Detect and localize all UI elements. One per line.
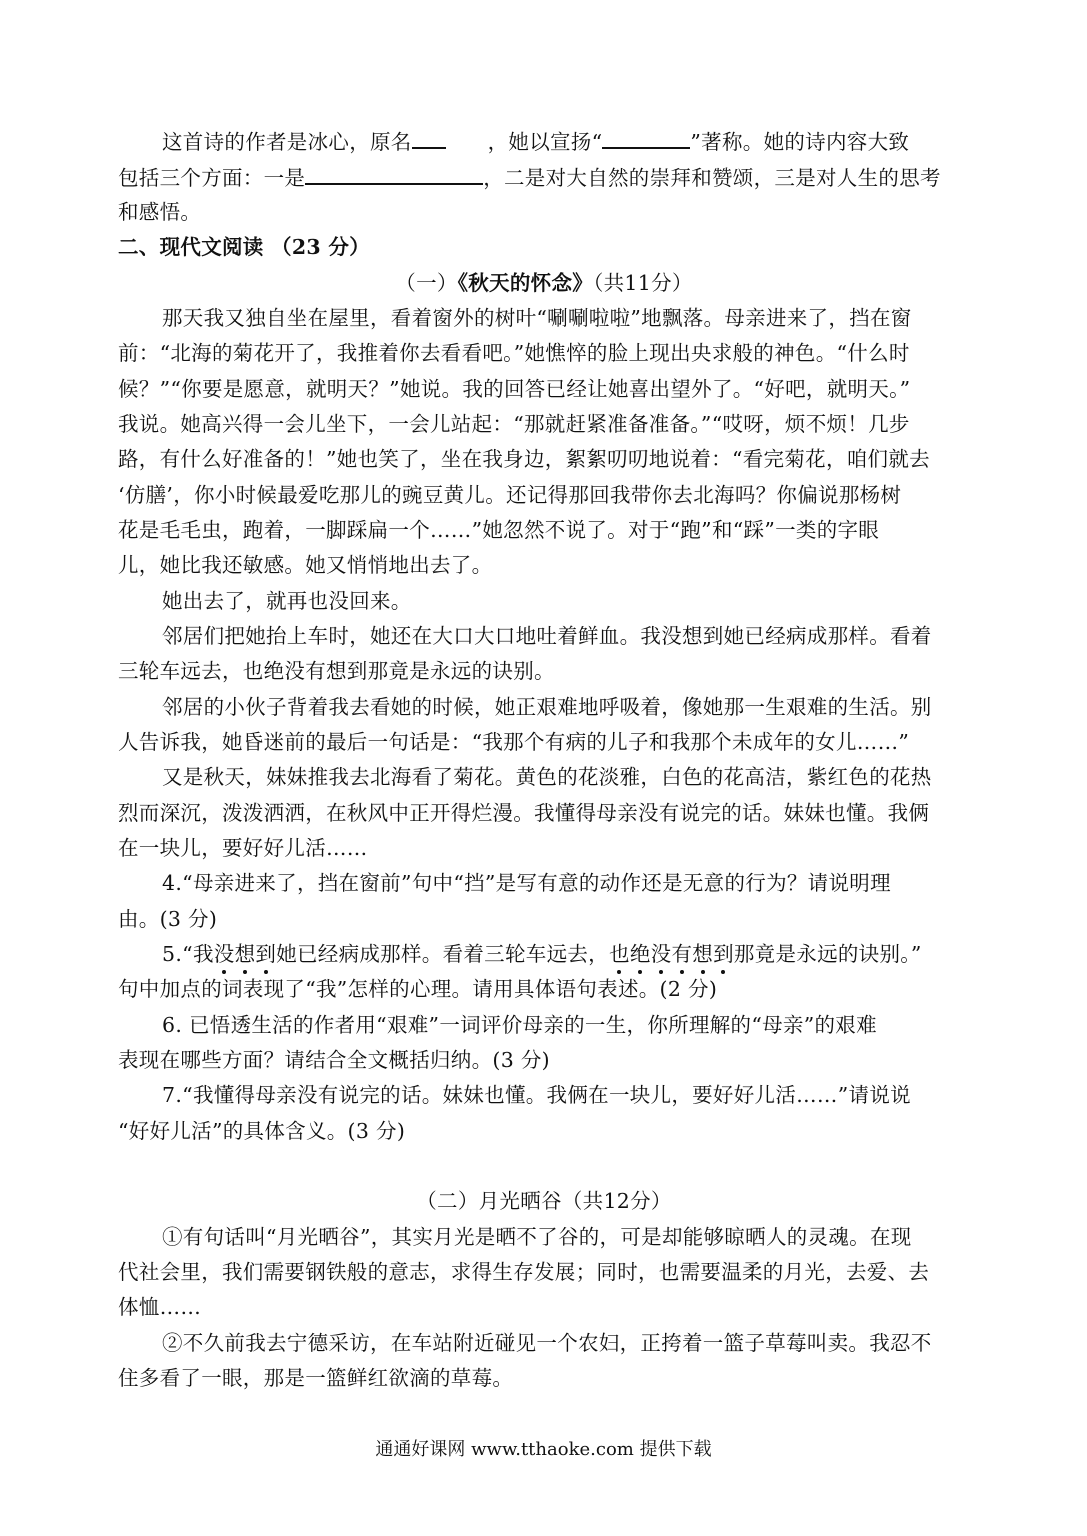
p1-line: 儿，她比我还敏感。她又悄悄地出去了。 bbox=[118, 553, 493, 577]
emphasis-dot-char: 绝 bbox=[629, 942, 651, 966]
question-5 bbox=[162, 939, 970, 969]
intro-text: ，她以宣扬“ bbox=[487, 130, 603, 154]
part1-title-name: 《秋天的怀念》 bbox=[457, 271, 594, 295]
p1-line: 我说。她高兴得一会儿坐下，一会儿站起：“那就赶紧准备准备。”“哎呀，烦不烦！几步 bbox=[118, 412, 910, 436]
intro-line-1 bbox=[162, 125, 970, 157]
intro-text: ，二是对大自然的崇拜和赞颂，三是对人生的思考 bbox=[483, 166, 941, 190]
dotted-words-2 bbox=[609, 942, 734, 966]
question-7: 7.“我懂得母亲没有说完的话。妹妹也懂。我俩在一块儿，要好好儿活……”请说说 bbox=[162, 1083, 911, 1107]
blank-proclaim[interactable] bbox=[602, 125, 690, 149]
intro-text: ”著称。她的诗内容大致 bbox=[690, 130, 910, 154]
emphasis-dot-char: 想 bbox=[234, 942, 256, 966]
emphasis-dot-char: 没 bbox=[213, 942, 235, 966]
q5-text: 她已经病成那样。看着三轮车远去， bbox=[276, 942, 609, 966]
emphasis-dot-char: 到 bbox=[255, 942, 277, 966]
emphasis-dot-char: 没 bbox=[650, 942, 672, 966]
q5-text: 5.“我 bbox=[162, 942, 214, 966]
emphasis-dot-char: 想 bbox=[692, 942, 714, 966]
intro-line-3: 和感悟。 bbox=[118, 200, 202, 224]
p1-line: 花是毛毛虫，跑着，一脚踩扁一个……”她忽然不说了。对于“跑”和“踩”一类的字眼 bbox=[118, 518, 880, 542]
emphasis-dot-char: 也 bbox=[609, 942, 630, 966]
intro-text: 包括三个方面：一是 bbox=[118, 166, 306, 190]
intro-text: 这首诗的作者是冰心，原名 bbox=[162, 130, 412, 154]
p4-line: 人告诉我，她昏迷前的最后一句话是：“我那个有病的儿子和我那个未成年的女儿……” bbox=[118, 730, 910, 754]
part2-p1-line: 代社会里，我们需要钢铁般的意志，求得生存发展；同时，也需要温柔的月光，去爱、去 bbox=[118, 1260, 930, 1284]
part1-title-score: （共11分） bbox=[593, 271, 693, 295]
p1-line: 那天我又独自坐在屋里，看着窗外的树叶“唰唰啦啦”地飘落。母亲进来了，挡在窗 bbox=[162, 306, 912, 330]
q5-text: 那竟是永远的诀别。” bbox=[733, 942, 922, 966]
part2-title: （二）月光晒谷（共12分） bbox=[416, 1189, 672, 1213]
question-4: 由。(3 分) bbox=[118, 907, 218, 931]
dotted-words-1 bbox=[214, 942, 276, 966]
p1-line: 前：“北海的菊花开了，我推着你去看看吧。”她憔悴的脸上现出央求般的神色。“什么时 bbox=[118, 341, 910, 365]
blank-aspect-one[interactable] bbox=[305, 161, 483, 185]
section-heading: 二、现代文阅读 （23 分） bbox=[118, 235, 371, 259]
emphasis-dot-char: 到 bbox=[713, 942, 734, 966]
part2-p2-line: ②不久前我去宁德采访，在车站附近碰见一个农妇，正挎着一篮子草莓叫卖。我忍不 bbox=[162, 1331, 932, 1355]
question-4: 4.“母亲进来了，挡在窗前”句中“挡”是写有意的动作还是无意的行为？请说明理 bbox=[162, 871, 891, 895]
part2-p1-line: ①有句话叫“月光晒谷”，其实月光是晒不了谷的，可是却能够晾晒人的灵魂。在现 bbox=[162, 1225, 912, 1249]
intro-line-2 bbox=[118, 161, 970, 193]
p5-line: 又是秋天，妹妹推我去北海看了菊花。黄色的花淡雅，白色的花高洁，紫红色的花热 bbox=[162, 765, 932, 789]
p3-line: 三轮车远去，也绝没有想到那竟是永远的诀别。 bbox=[118, 659, 555, 683]
part1-title-prefix: （一） bbox=[395, 271, 458, 295]
blank-original-name[interactable] bbox=[412, 125, 446, 149]
part2-p1-line: 体恤…… bbox=[118, 1295, 202, 1319]
question-5: 句中加点的词表现了“我”怎样的心理。请用具体语句表述。(2 分) bbox=[118, 977, 718, 1001]
p1-line: 路，有什么好准备的！”她也笑了，坐在我身边，絮絮叨叨地说着：“看完菊花，咱们就去 bbox=[118, 447, 930, 471]
question-7: “好好儿活”的具体含义。(3 分) bbox=[118, 1119, 406, 1143]
part2-p2-line: 住多看了一眼，那是一篮鲜红欲滴的草莓。 bbox=[118, 1366, 514, 1390]
p4-line: 邻居的小伙子背着我去看她的时候，她正艰难地呼吸着，像她那一生艰难的生活。别 bbox=[162, 695, 932, 719]
part1-title bbox=[118, 268, 970, 298]
question-6: 表现在哪些方面？请结合全文概括归纳。(3 分) bbox=[118, 1048, 550, 1072]
p5-line: 烈而深沉，泼泼洒洒，在秋风中正开得烂漫。我懂得母亲没有说完的话。妹妹也懂。我俩 bbox=[118, 801, 930, 825]
question-6: 6. 已悟透生活的作者用“艰难”一词评价母亲的一生，你所理解的“母亲”的艰难 bbox=[162, 1013, 877, 1037]
emphasis-dot-char: 有 bbox=[671, 942, 693, 966]
p5-line: 在一块儿，要好好儿活…… bbox=[118, 836, 368, 860]
p1-line: ‘仿膳’，你小时候最爱吃那儿的豌豆黄儿。还记得那回我带你去北海吗？你偏说那杨树 bbox=[118, 483, 902, 507]
p2-line: 她出去了，就再也没回来。 bbox=[162, 589, 412, 613]
page-footer: 通通好课网 www.tthaoke.com 提供下载 bbox=[375, 1439, 712, 1460]
p1-line: 候？”“你要是愿意，就明天？”她说。我的回答已经让她喜出望外了。“好吧，就明天。” bbox=[118, 377, 911, 401]
p3-line: 邻居们把她抬上车时，她还在大口大口地吐着鲜血。我没想到她已经病成那样。看着 bbox=[162, 624, 932, 648]
